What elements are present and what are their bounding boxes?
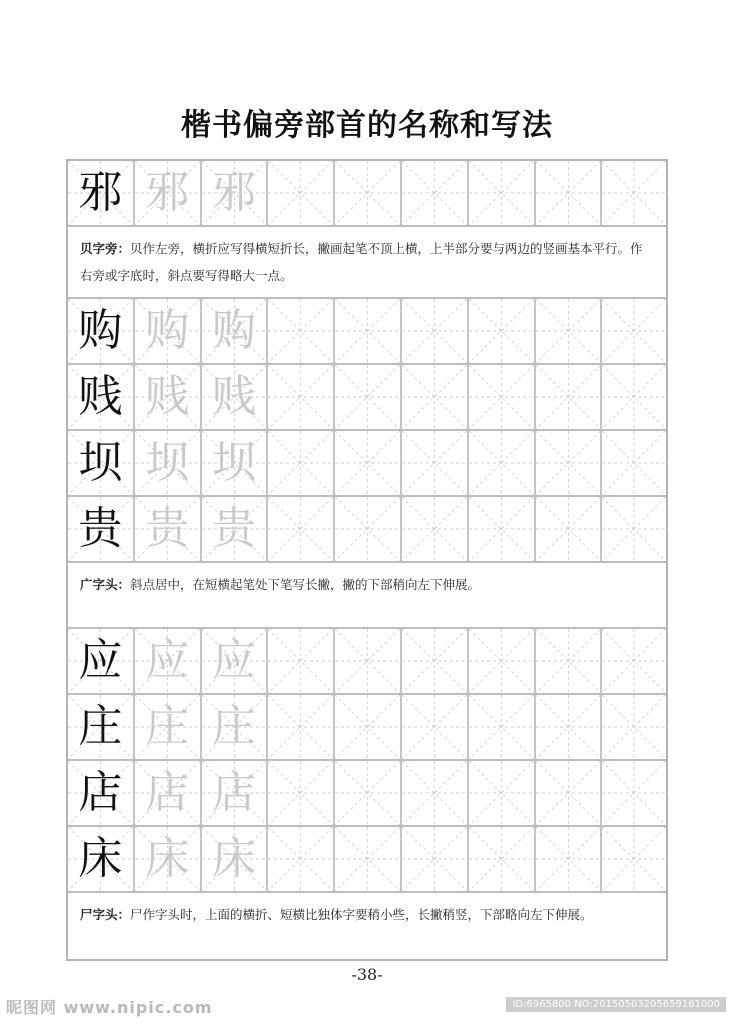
grid-cell [536, 761, 603, 825]
grid-cell [402, 695, 469, 759]
grid-cell [68, 365, 135, 429]
grid-cell [268, 827, 335, 891]
trace-character: 坝 [211, 437, 256, 488]
grid-cell [68, 161, 135, 225]
grid-cell [335, 365, 402, 429]
radical-note [68, 227, 666, 299]
model-character: 床 [78, 833, 123, 884]
grid-cell [68, 761, 135, 825]
grid-cell [202, 761, 269, 825]
trace-character: 庄 [145, 701, 190, 752]
radical-description: 尸作字头时，上面的横折、短横比独体字要稍小些，长撇稍竖，下部略向左下伸展。 [130, 907, 593, 922]
trace-character: 购 [211, 305, 256, 356]
radical-description: 贝作左旁，横折应写得横短折长，撇画起笔不顶上横，上半部分要与两边的竖画基本平行。作右旁或字底时，斜点要写得略大一点。 [80, 241, 643, 283]
trace-character: 贵 [211, 503, 256, 554]
grid-cell [402, 431, 469, 495]
grid-cell [469, 827, 536, 891]
grid-cell [202, 299, 269, 363]
grid-cell [135, 365, 202, 429]
grid-cell [469, 431, 536, 495]
radical-note [68, 563, 666, 629]
grid-cell [335, 299, 402, 363]
grid-cell [335, 161, 402, 225]
grid-cell [68, 299, 135, 363]
practice-row [68, 629, 666, 695]
grid-cell [602, 161, 666, 225]
grid-cell [602, 695, 666, 759]
grid-cell [135, 695, 202, 759]
trace-character: 店 [211, 767, 256, 818]
practice-row [68, 497, 666, 563]
practice-row [68, 827, 666, 893]
grid-cell [202, 431, 269, 495]
model-character: 贱 [78, 371, 123, 422]
grid-cell [602, 431, 666, 495]
grid-cell [135, 497, 202, 561]
radical-label: 尸字头： [80, 907, 131, 922]
grid-cell [536, 629, 603, 693]
model-character: 邪 [78, 167, 123, 218]
model-character: 庄 [78, 701, 123, 752]
practice-row [68, 365, 666, 431]
grid-cell [268, 431, 335, 495]
grid-cell [335, 629, 402, 693]
trace-character: 应 [145, 635, 190, 686]
grid-cell [602, 761, 666, 825]
trace-character: 邪 [145, 167, 190, 218]
practice-row [68, 431, 666, 497]
grid-cell [469, 299, 536, 363]
grid-cell [202, 497, 269, 561]
grid-cell [536, 497, 603, 561]
grid-cell [335, 827, 402, 891]
grid-cell [68, 431, 135, 495]
grid-cell [268, 497, 335, 561]
grid-cell [68, 629, 135, 693]
page-title: 楷书偏旁部首的名称和写法 [181, 108, 553, 143]
grid-cell [602, 365, 666, 429]
grid-cell [602, 299, 666, 363]
grid-cell [202, 161, 269, 225]
radical-label: 贝字旁： [80, 241, 131, 256]
watermark-id: ID:6965800 NO:20150503205659161000 [506, 997, 726, 1012]
trace-character: 应 [211, 635, 256, 686]
grid-cell [335, 431, 402, 495]
grid-cell [268, 365, 335, 429]
trace-character: 坝 [145, 437, 190, 488]
model-character: 店 [78, 767, 123, 818]
grid-cell [268, 299, 335, 363]
trace-character: 贵 [145, 503, 190, 554]
trace-character: 贱 [145, 371, 190, 422]
grid-cell [268, 695, 335, 759]
practice-row [68, 161, 666, 227]
grid-cell [335, 761, 402, 825]
practice-row [68, 761, 666, 827]
radical-note [68, 893, 666, 959]
practice-row [68, 695, 666, 761]
grid-cell [268, 161, 335, 225]
grid-cell [536, 365, 603, 429]
grid-cell [536, 299, 603, 363]
grid-cell [68, 695, 135, 759]
grid-cell [135, 827, 202, 891]
grid-cell [202, 827, 269, 891]
page-number: -38- [351, 965, 383, 984]
model-character: 贵 [78, 503, 123, 554]
grid-cell [602, 827, 666, 891]
grid-cell [402, 827, 469, 891]
grid-cell [402, 365, 469, 429]
grid-cell [135, 299, 202, 363]
trace-character: 店 [145, 767, 190, 818]
watermark-logo: 昵图网 www.nipic.com [6, 998, 213, 1017]
grid-cell [402, 497, 469, 561]
grid-cell [469, 497, 536, 561]
trace-character: 贱 [211, 371, 256, 422]
grid-cell [135, 761, 202, 825]
grid-cell [402, 299, 469, 363]
grid-cell [536, 161, 603, 225]
grid-cell [202, 629, 269, 693]
grid-cell [402, 629, 469, 693]
trace-character: 庄 [211, 701, 256, 752]
grid-cell [402, 761, 469, 825]
grid-cell [602, 629, 666, 693]
grid-cell [469, 365, 536, 429]
grid-cell [335, 497, 402, 561]
grid-cell [469, 161, 536, 225]
grid-cell [68, 497, 135, 561]
radical-label: 广字头： [80, 577, 131, 592]
model-character: 购 [78, 305, 123, 356]
grid-cell [469, 629, 536, 693]
model-character: 坝 [78, 437, 123, 488]
grid-cell [202, 365, 269, 429]
grid-cell [335, 695, 402, 759]
grid-cell [268, 629, 335, 693]
trace-character: 床 [211, 833, 256, 884]
practice-row [68, 299, 666, 365]
trace-character: 邪 [211, 167, 256, 218]
model-character: 应 [78, 635, 123, 686]
grid-cell [135, 431, 202, 495]
grid-cell [202, 695, 269, 759]
grid-cell [469, 695, 536, 759]
trace-character: 购 [145, 305, 190, 356]
grid-cell [536, 827, 603, 891]
grid-cell [68, 827, 135, 891]
grid-cell [135, 161, 202, 225]
grid-cell [536, 431, 603, 495]
grid-cell [268, 761, 335, 825]
practice-sheet [66, 159, 668, 961]
grid-cell [469, 761, 536, 825]
radical-description: 斜点居中，在短横起笔处下笔写长撇，撇的下部稍向左下伸展。 [130, 577, 481, 592]
trace-character: 床 [145, 833, 190, 884]
grid-cell [135, 629, 202, 693]
grid-cell [602, 497, 666, 561]
grid-cell [536, 695, 603, 759]
grid-cell [402, 161, 469, 225]
